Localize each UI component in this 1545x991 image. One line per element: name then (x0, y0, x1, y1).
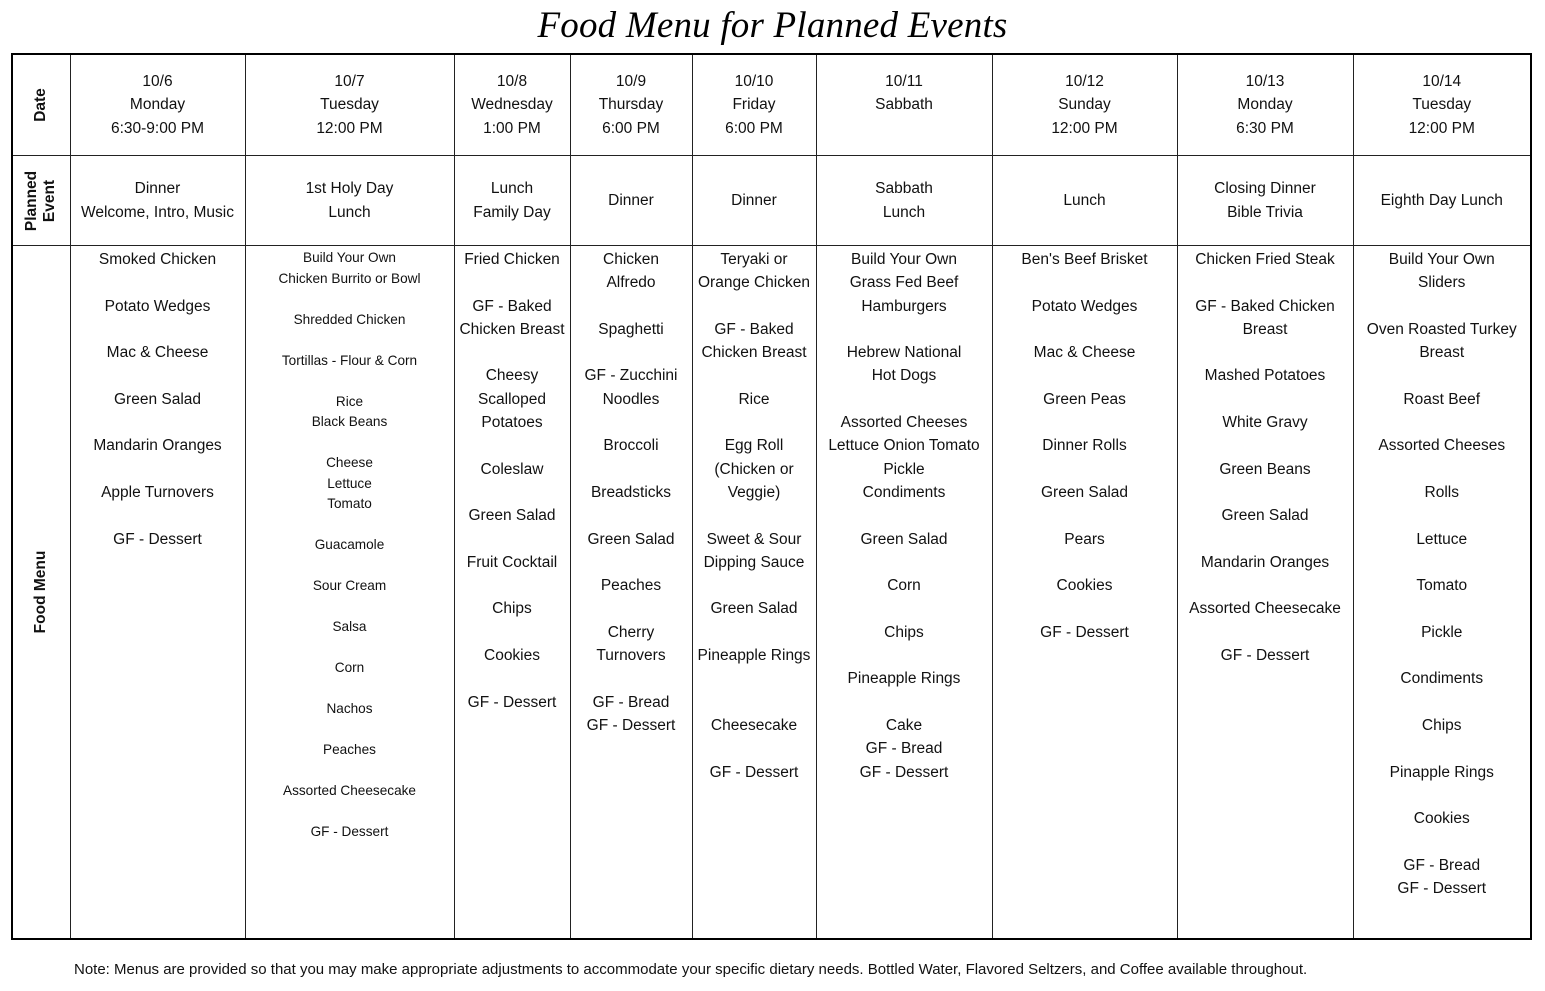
date-cell (816, 54, 992, 156)
date-cell (992, 54, 1177, 156)
menu-item: GF - Dessert (1040, 623, 1129, 641)
date-date: 10/14 (1422, 73, 1462, 90)
menu-item: Condiments (862, 483, 946, 501)
menu-item: Black Beans (311, 414, 388, 429)
event-cell (692, 156, 816, 246)
menu-item: Mac & Cheese (106, 344, 209, 362)
menu-item: GF - Dessert (467, 693, 557, 711)
menu-item: Guacamole (314, 537, 385, 552)
event-line: Dinner (608, 191, 654, 209)
menu-item: Lettuce Onion Tomato (828, 437, 980, 455)
menu-spacer (1178, 621, 1353, 644)
dietary-note: Note: Menus are provided so that you may make appropriate adjustments to accommodate your specific dietary needs. Bottled Water, Flavored Seltzers, and Coffee available throughout. (74, 961, 1308, 978)
menu-item: Rice (738, 390, 770, 408)
event-cell (570, 156, 692, 246)
menu-item: Condiments (1400, 670, 1484, 688)
menu-spacer (455, 481, 570, 504)
menu-item: Assorted Cheesecake (1189, 600, 1341, 618)
menu-spacer (1178, 481, 1353, 504)
menu-spacer (246, 597, 454, 618)
menu-item: Chicken Burrito or Bowl (278, 270, 421, 286)
menu-item: Pineapple Rings (697, 647, 811, 665)
menu-spacer (1178, 388, 1353, 411)
menu-item: GF - Dessert (859, 763, 949, 781)
event-cell (70, 156, 245, 246)
food-menu-row (12, 246, 1531, 940)
planned-event-label (23, 170, 59, 230)
menu-spacer (817, 597, 992, 620)
date-date: 10/11 (885, 73, 923, 90)
menu-item: Cookies (1056, 577, 1113, 595)
menu-item: GF - Bread (1403, 856, 1481, 874)
event-cell (454, 156, 570, 246)
date-time (817, 117, 992, 140)
menu-spacer (71, 458, 245, 481)
menu-spacer (693, 295, 816, 318)
menu-spacer (1354, 504, 1531, 527)
date-weekday: Wednesday (471, 96, 553, 114)
menu-spacer (1354, 784, 1531, 807)
menu-item: Cake (885, 716, 923, 734)
menu-table (11, 53, 1532, 940)
menu-spacer (993, 318, 1177, 341)
menu-cell (570, 246, 692, 940)
menu-item: Peaches (600, 577, 662, 595)
menu-spacer (817, 551, 992, 574)
menu-item: Mandarin Oranges (93, 437, 222, 455)
menu-item: Green Peas (1043, 390, 1126, 408)
menu-item: Turnovers (596, 647, 666, 665)
menu-spacer (993, 411, 1177, 434)
menu-spacer (1178, 574, 1353, 597)
menu-spacer (246, 679, 454, 700)
date-row (12, 54, 1531, 156)
menu-item: Veggie) (727, 483, 781, 501)
date-date: 10/7 (334, 73, 365, 90)
menu-item: Dipping Sauce (703, 553, 805, 571)
menu-item: Green Salad (113, 390, 202, 408)
event-cell (1177, 156, 1353, 246)
menu-spacer (246, 515, 454, 536)
menu-spacer (455, 621, 570, 644)
page-title: Food Menu for Planned Events (537, 5, 1008, 46)
date-weekday: Tuesday (1412, 96, 1472, 114)
menu-spacer (455, 271, 570, 294)
menu-spacer (455, 434, 570, 457)
menu-item: Rice (335, 393, 364, 409)
date-time: 12:00 PM (1051, 119, 1118, 137)
date-time: 12:00 PM (316, 119, 383, 137)
date-cell (70, 54, 245, 156)
menu-item: Fried Chicken (464, 251, 560, 268)
menu-spacer (993, 551, 1177, 574)
menu-spacer (246, 720, 454, 741)
planned-event-label-line: Planned (23, 170, 41, 231)
event-line: Eighth Day Lunch (1380, 191, 1503, 209)
menu-item: GF - Zucchini (584, 367, 678, 385)
date-cell (1353, 54, 1531, 156)
menu-item: Ben's Beef Brisket (1021, 251, 1148, 268)
menu-item: Tomato (1416, 577, 1468, 595)
menu-item: GF - Dessert (1397, 880, 1487, 898)
menu-item: Rolls (1424, 483, 1459, 501)
menu-item: Green Salad (1040, 483, 1129, 501)
date-time: 6:30-9:00 PM (110, 119, 205, 137)
menu-item: Potatoes (481, 414, 543, 432)
menu-item: GF - Baked (714, 320, 794, 338)
menu-item: Cheesy (485, 367, 539, 385)
date-weekday: Monday (129, 96, 186, 114)
menu-item: Sliders (1418, 274, 1466, 292)
menu-spacer (246, 330, 454, 351)
menu-spacer (571, 411, 692, 434)
event-line: Sabbath (875, 180, 933, 198)
menu-spacer (693, 691, 816, 714)
date-date: 10/12 (1065, 73, 1104, 90)
date-weekday: Tuesday (320, 96, 379, 114)
menu-spacer (1178, 271, 1353, 294)
menu-spacer (1354, 691, 1531, 714)
menu-item: Coleslaw (480, 460, 544, 478)
menu-spacer (571, 458, 692, 481)
menu-item: Egg Roll (724, 437, 784, 455)
menu-spacer (1354, 551, 1531, 574)
menu-item: Apple Turnovers (101, 483, 214, 501)
menu-item: Mandarin Oranges (1200, 553, 1330, 571)
menu-spacer (817, 318, 992, 341)
date-weekday: Sabbath (875, 96, 933, 114)
menu-spacer (693, 364, 816, 387)
planned-event-row-header (12, 156, 70, 246)
date-date: 10/9 (615, 73, 647, 90)
menu-spacer (993, 597, 1177, 620)
menu-item: Noodles (602, 390, 660, 408)
menu-item: Corn (334, 660, 365, 675)
menu-item: Scalloped (477, 390, 547, 408)
menu-item: Pineapple Rings (847, 670, 961, 688)
date-date: 10/6 (142, 73, 173, 90)
menu-spacer (571, 504, 692, 527)
menu-spacer (455, 667, 570, 690)
menu-item: Pears (1064, 530, 1105, 548)
menu-spacer (571, 551, 692, 574)
date-label: Date (32, 88, 50, 122)
menu-cell (245, 246, 454, 940)
menu-item: Potato Wedges (1031, 297, 1138, 315)
menu-item: Roast Beef (1403, 390, 1481, 408)
menu-item: Oven Roasted Turkey (1366, 320, 1517, 338)
menu-spacer (455, 528, 570, 551)
menu-item: Cookies (1413, 810, 1470, 828)
menu-spacer (571, 341, 692, 364)
menu-item: Nachos (326, 701, 373, 716)
menu-item: Chips (1421, 716, 1462, 734)
date-time: 12:00 PM (1408, 119, 1475, 137)
menu-item: Hot Dogs (871, 367, 937, 385)
food-menu-row-header (12, 246, 70, 940)
menu-item: Smoked Chicken (98, 251, 217, 268)
menu-item: Hebrew National (846, 344, 962, 362)
menu-spacer (246, 802, 454, 823)
menu-item: Mac & Cheese (1033, 344, 1136, 362)
menu-item: Sweet & Sour (706, 530, 802, 548)
planned-event-label-line: Event (41, 179, 59, 222)
menu-item: Hamburgers (861, 297, 947, 315)
menu-spacer (571, 597, 692, 620)
date-cell (570, 54, 692, 156)
menu-item: Sour Cream (312, 578, 387, 593)
menu-item: GF - Baked Chicken (1195, 297, 1335, 315)
date-cell (454, 54, 570, 156)
date-cell (245, 54, 454, 156)
event-line: 1st Holy Day (305, 180, 394, 198)
menu-spacer (993, 504, 1177, 527)
menu-spacer (693, 411, 816, 434)
menu-item: Broccoli (603, 437, 659, 455)
menu-cell (70, 246, 245, 940)
menu-item: Chicken Breast (701, 344, 807, 362)
menu-item: Grass Fed Beef (849, 274, 959, 292)
event-cell (992, 156, 1177, 246)
menu-item: Green Salad (1221, 507, 1309, 525)
event-line: Welcome, Intro, Music (80, 203, 235, 221)
event-cell (1353, 156, 1531, 246)
event-line: Closing Dinner (1214, 180, 1316, 198)
date-time: 6:00 PM (725, 119, 783, 137)
menu-item: Chicken Fried Steak (1195, 251, 1335, 268)
menu-item: Breast (1242, 320, 1288, 338)
menu-spacer (1178, 341, 1353, 364)
menu-item: Cheese (326, 455, 373, 470)
menu-item: Pickle (883, 460, 925, 478)
menu-spacer (1354, 411, 1531, 434)
menu-spacer (1354, 737, 1531, 760)
menu-spacer (817, 691, 992, 714)
menu-spacer (817, 388, 992, 411)
menu-cell (1353, 246, 1531, 940)
menu-item: Chicken Breast (459, 320, 565, 338)
date-weekday: Thursday (598, 96, 664, 114)
menu-spacer (71, 318, 245, 341)
menu-spacer (1354, 830, 1531, 853)
menu-spacer (1354, 295, 1531, 318)
menu-item: GF - Bread (865, 740, 943, 758)
menu-item: Assorted Cheeses (1378, 437, 1506, 455)
menu-item: Chips (492, 600, 532, 618)
menu-item: Lettuce (1416, 530, 1468, 548)
menu-item: Cookies (484, 647, 540, 665)
menu-spacer (246, 761, 454, 782)
menu-item: Orange Chicken (697, 274, 810, 292)
event-cell (245, 156, 454, 246)
menu-spacer (246, 371, 454, 392)
menu-item: Cherry (607, 623, 655, 641)
menu-spacer (246, 289, 454, 310)
menu-item: White Gravy (1222, 414, 1308, 432)
menu-spacer (993, 364, 1177, 387)
menu-item: Mashed Potatoes (1204, 367, 1326, 385)
menu-item: Potato Wedges (104, 297, 211, 315)
menu-item: Green Salad (710, 600, 798, 618)
menu-spacer (71, 364, 245, 387)
event-line: Lunch (490, 180, 534, 198)
menu-item: Assorted Cheesecake (283, 783, 416, 798)
menu-item: GF - Dessert (113, 530, 202, 548)
menu-cell (1177, 246, 1353, 940)
menu-item: Chicken (603, 251, 659, 268)
menu-spacer (71, 271, 245, 294)
menu-spacer (246, 638, 454, 659)
event-cell (816, 156, 992, 246)
menu-item: Green Salad (587, 530, 675, 548)
menu-spacer (71, 504, 245, 527)
menu-spacer (455, 341, 570, 364)
menu-item: Dinner Rolls (1042, 437, 1127, 455)
menu-item: Lettuce (327, 475, 372, 491)
menu-spacer (993, 271, 1177, 294)
event-line: Dinner (134, 180, 181, 198)
menu-item: GF - Dessert (586, 716, 676, 734)
menu-spacer (693, 621, 816, 644)
menu-item: Chips (884, 623, 924, 641)
menu-item: Green Salad (860, 530, 948, 548)
menu-spacer (693, 737, 816, 760)
date-date: 10/10 (734, 73, 774, 90)
menu-spacer (1178, 434, 1353, 457)
menu-spacer (571, 667, 692, 690)
menu-spacer (455, 574, 570, 597)
date-weekday: Friday (732, 96, 776, 114)
menu-item: Teryaki or (720, 251, 788, 268)
menu-cell (992, 246, 1177, 940)
date-cell (1177, 54, 1353, 156)
menu-item: Peaches (323, 742, 376, 757)
menu-cell (816, 246, 992, 940)
menu-item: Corn (887, 577, 921, 595)
date-time: 6:30 PM (1236, 119, 1294, 137)
event-line: Lunch (328, 203, 371, 221)
menu-spacer (1354, 458, 1531, 481)
menu-item: Green Beans (1219, 460, 1311, 478)
menu-cell (692, 246, 816, 940)
menu-item: Alfredo (606, 274, 656, 292)
menu-spacer (1354, 364, 1531, 387)
date-time: 6:00 PM (602, 119, 660, 137)
menu-item: Spaghetti (598, 320, 664, 338)
menu-item: Build Your Own (303, 250, 396, 265)
date-weekday: Sunday (1058, 96, 1111, 114)
food-menu-label: Food Menu (32, 550, 50, 634)
date-row-header (12, 54, 70, 156)
date-time: 1:00 PM (483, 119, 541, 137)
menu-item: Green Salad (468, 507, 556, 525)
menu-item: (Chicken or (714, 460, 794, 478)
menu-spacer (246, 556, 454, 577)
menu-item: Tomato (327, 496, 372, 511)
menu-spacer (993, 458, 1177, 481)
menu-item: Fruit Cocktail (466, 553, 558, 571)
date-date: 10/13 (1245, 73, 1285, 90)
event-line: Dinner (731, 191, 777, 209)
menu-item: GF - Dessert (310, 824, 389, 839)
menu-spacer (1178, 528, 1353, 551)
menu-spacer (693, 504, 816, 527)
menu-item: Tortillas - Flour & Corn (281, 352, 418, 368)
menu-item: Breadsticks (590, 483, 672, 501)
menu-item: GF - Dessert (709, 763, 799, 781)
menu-cell (454, 246, 570, 940)
menu-spacer (1354, 597, 1531, 620)
menu-item: Pinapple Rings (1389, 763, 1494, 781)
event-line: Lunch (1063, 191, 1106, 209)
menu-spacer (246, 433, 454, 454)
menu-item: Cheesecake (710, 716, 798, 734)
menu-item: Build Your Own (1388, 251, 1495, 268)
menu-spacer (1354, 644, 1531, 667)
menu-spacer (817, 644, 992, 667)
menu-item: GF - Dessert (1220, 647, 1310, 665)
menu-item: GF - Bread (592, 693, 670, 711)
menu-item: GF - Baked (472, 297, 552, 315)
menu-spacer (817, 504, 992, 527)
event-line: Family Day (473, 203, 551, 221)
menu-item: Pickle (1421, 623, 1463, 641)
menu-spacer (693, 667, 816, 690)
menu-spacer (693, 574, 816, 597)
date-cell (692, 54, 816, 156)
menu-item: Breast (1419, 344, 1465, 362)
menu-item: Shredded Chicken (293, 311, 406, 327)
menu-spacer (71, 411, 245, 434)
menu-item: Assorted Cheeses (840, 414, 968, 432)
menu-spacer (571, 295, 692, 318)
event-line: Lunch (882, 203, 926, 221)
date-date: 10/8 (496, 73, 528, 90)
date-weekday: Monday (1237, 96, 1293, 114)
menu-item: Build Your Own (851, 251, 957, 268)
menu-item: Salsa (332, 619, 367, 634)
event-line: Bible Trivia (1227, 203, 1303, 221)
planned-event-row (12, 156, 1531, 246)
